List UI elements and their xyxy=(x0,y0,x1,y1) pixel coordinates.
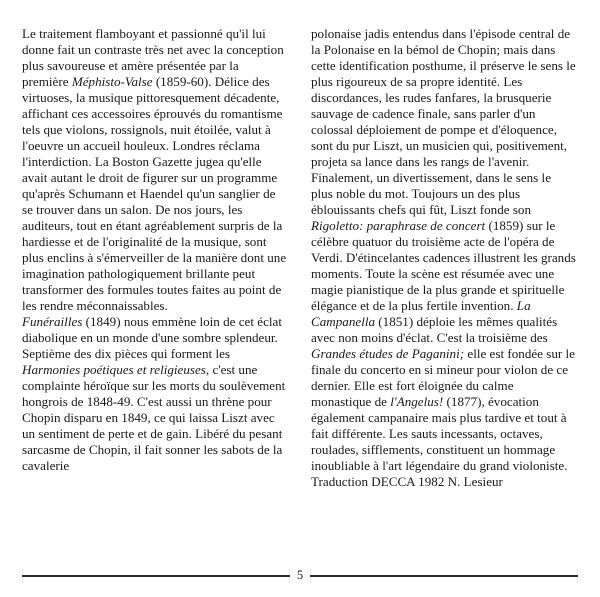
italic-title-la-campanella: La Campanella xyxy=(311,298,531,329)
footer-rule-left xyxy=(22,575,290,577)
italic-title-grandes-etudes: Grandes études de Paganini; xyxy=(311,346,465,361)
text-run: (1859-60). Délice des virtuoses, la musique pittoresquement décadente, affichant ces accessoires éprouvés du romantisme tels que violons, rossignols, nuit étoilée, valut à l'oeuvre un accueil houleux. Londres réclama l'interdiction. La Boston Gazette jugea qu'elle avait autant le droit de figurer sur un programme qu'après Schumann et Haendel qu'un sanglier de se trouver dans un salon. De nos jours, les auditeurs, tout en étant agréablement surpris de la hardiesse et de l'originalité de la musique, sont plus enclins à s'émerveiller de la manière dont une imagination pathologiquement brillante peut transformer des formules toutes faites au point de les rendre méconnaissables. xyxy=(22,74,287,313)
text-run: elle est fondée sur le finale du concerto en si mineur pour violon de ce dernier. Elle est fort éloignée du calme monastique de xyxy=(311,346,575,409)
right-column xyxy=(311,26,576,490)
italic-title-angelus: l'Angelus! xyxy=(390,394,444,409)
translation-credit: Traduction DECCA 1982 N. Lesieur xyxy=(311,474,503,489)
page-footer xyxy=(22,569,578,583)
text-run: (1849) nous emmène loin de cet éclat diabolique en un monde d'une sombre splendeur. Septième des dix pièces qui forment les xyxy=(22,314,282,361)
text-run: (1859) sur le célèbre quatuor du troisième acte de l'opéra de Verdi. D'étincelantes cadences illustrent les grands moments. Toute la scène est résumée avec une magie pianistique de la plus grande et spirituelle élégance et de la plus fertile invention. xyxy=(311,218,576,313)
footer-rule-right xyxy=(310,575,578,577)
left-paragraph-1 xyxy=(22,26,287,314)
text-run: Le traitement flamboyant et passionné qu'il lui donne fait un contraste très net avec la conception plus savoureuse et amère présentée par la première xyxy=(22,26,284,89)
left-column xyxy=(22,26,287,474)
italic-title-mephisto-valse: Méphisto-Valse xyxy=(71,74,153,89)
italic-title-harmonies: Harmonies poétiques et religieuses xyxy=(22,362,206,377)
right-paragraph-1 xyxy=(311,26,576,474)
page-number: 5 xyxy=(296,568,304,583)
text-run: (1877), évocation également campanaire mais plus tardive et tout à fait différente. Les sauts incessants, octaves, roulades, sifflements, constituent un hommage inoubliable à l'art légendaire du grand violoniste. xyxy=(311,394,568,473)
text-run: polonaise jadis entendus dans l'épisode central de la Polonaise en la bémol de Chopin; mais dans cette identification posthume, il préserve le sens le plus rigoureux de sa propre identité. Les discordances, les rudes fanfares, la brusquerie sauvage de cadence finale, sans parler d'un colossal déploiement de pompe et d'éloquence, sont du pur Liszt, un musicien qui, positivement, projeta sa lance dans les rangs de l'avenir. Finalement, un divertissement, dans le sens le plus noble du mot. Toujours un des plus éblouissants chefs qui fût, Liszt fonde son xyxy=(311,26,576,217)
left-paragraph-2 xyxy=(22,314,287,474)
text-run: (1851) déploie les mêmes qualités avec non moins d'éclat. C'est la troisième des xyxy=(311,314,558,345)
two-column-body xyxy=(22,26,578,490)
italic-title-funerailles: Funérailles xyxy=(22,314,83,329)
text-run: , c'est une complainte héroïque sur les morts du soulèvement hongrois de 1848-49. C'est aussi un thrène pour Chopin disparu en 1849, ce qui laissa Liszt avec un sentiment de perte et de gain. Libéré du pesant sarcasme de Chopin, il fait sonner les sabots de la cavalerie xyxy=(22,362,286,473)
italic-title-rigoletto: Rigoletto: paraphrase de concert xyxy=(311,218,486,233)
